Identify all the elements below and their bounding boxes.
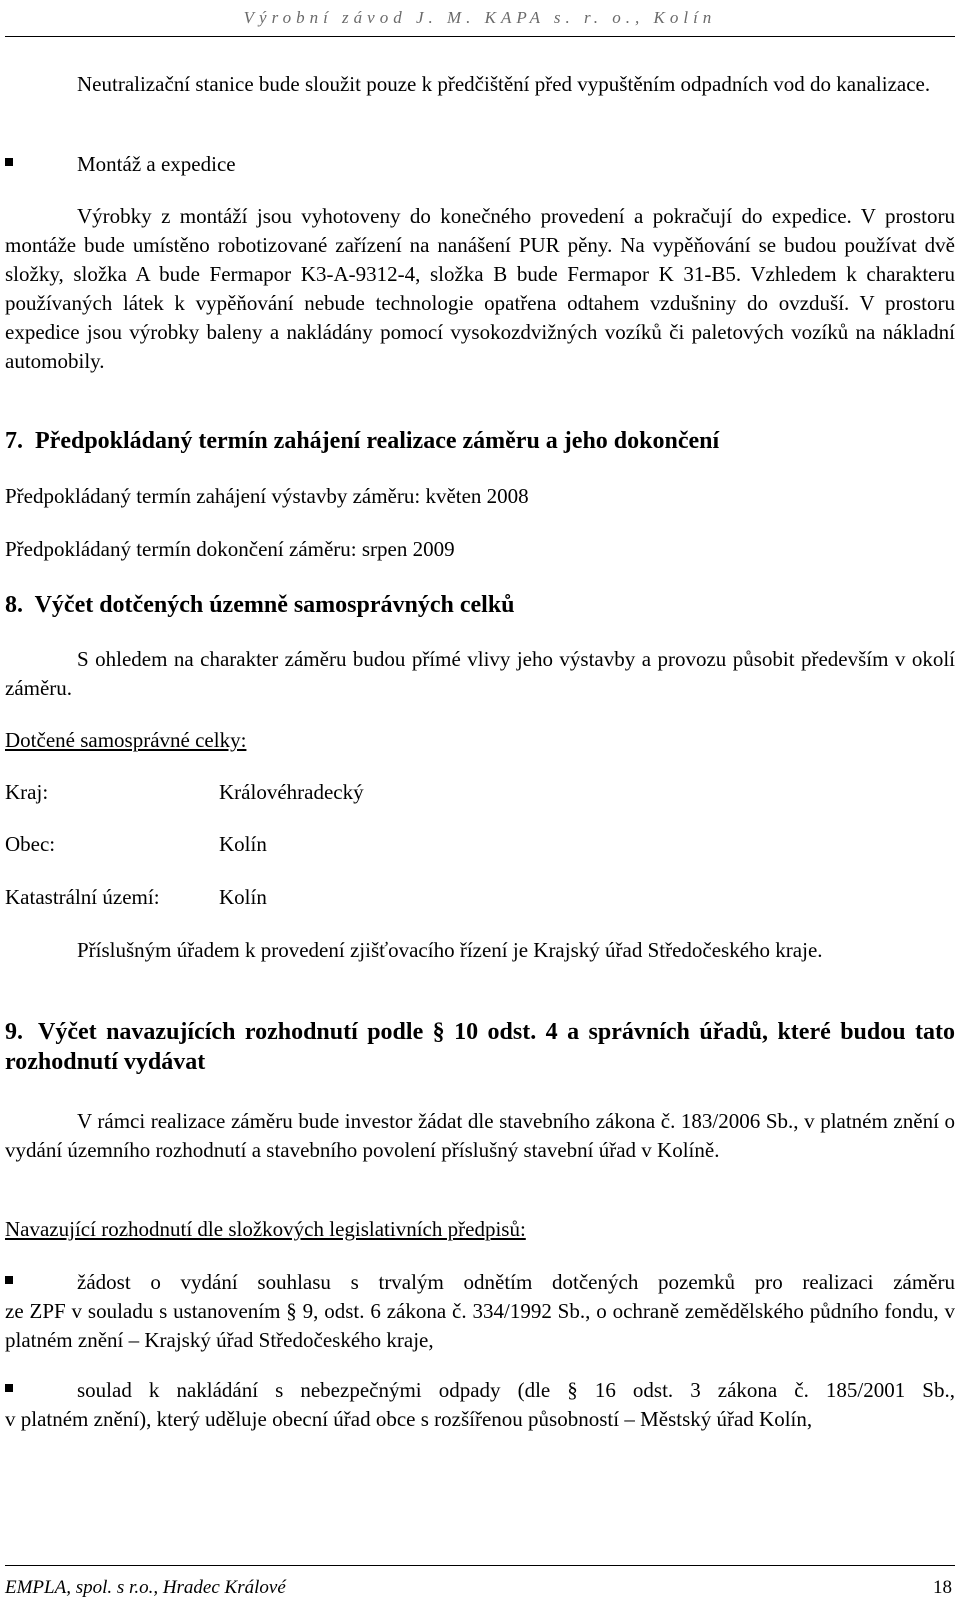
section-7-number: 7. [5,428,23,454]
footer-company: EMPLA, spol. s r.o., Hradec Králové [5,1577,286,1598]
row-obec-value: Kolín [219,832,267,856]
list-item-2-rest: v platném znění), který uděluje obecní úřad obce s rozšířenou působností – Městský úřad Kolín, [5,1407,813,1431]
section-9-title: Výčet navazujících rozhodnutí podle § 10 odst. 4 a správních úřadů, které budou tato rozhodnutí vydávat [5,1019,955,1075]
row-katastr-value: Kolín [219,885,267,909]
section-8-number: 8. [5,592,23,618]
section-8-heading [5,590,955,620]
section-9-paragraph: V rámci realizace záměru bude investor žádat dle stavebního zákona č. 183/2006 Sb., v platném znění o vydání územního rozhodnutí a stavebního povolení příslušný stavební úřad v Kolíně. [5,1109,955,1162]
list-item-1-rest: ze ZPF v souladu s ustanovením § 9, odst. 6 zákona č. 334/1992 Sb., o ochraně zemědělského půdního fondu, v platném znění – Krajský úřad Středočeského kraje, [5,1299,955,1352]
list-heading-text: Navazující rozhodnutí dle složkových legislativních předpisů: [5,1217,526,1241]
list-item-1-first-text: žádost o vydání souhlasu s trvalým odnětím dotčených pozemků pro realizaci záměru [77,1270,955,1294]
row-obec-label: Obec: [5,832,56,856]
header-divider [5,36,955,37]
page-number: 18 [933,1577,952,1598]
bullet-square-icon [5,1276,13,1284]
section-7-heading [5,426,955,456]
units-heading-text: Dotčené samosprávné celky: [5,728,247,752]
intro-paragraph: Neutralizační stanice bude sloužit pouze k předčištění před vypuštěním odpadních vod do kanalizace. [77,72,931,96]
header-company: Výrobní závod J. M. KAPA s. r. o., Kolín [243,8,717,27]
row-kraj [0,778,960,807]
row-kraj-label: Kraj: [5,780,49,804]
section-9-number: 9. [5,1019,23,1045]
section-8-paragraph: S ohledem na charakter záměru budou přímé vlivy jeho výstavby a provozu působit především v okolí záměru. [5,647,955,700]
list-item-2-first-text: soulad k nakládání s nebezpečnými odpady (dle § 16 odst. 3 zákona č. 185/2001 Sb., [77,1378,955,1402]
list-heading [5,1215,955,1244]
authority-paragraph: Příslušným úřadem k provedení zjišťovacího řízení je Krajský úřad Středočeského kraje. [77,938,823,962]
section-7-title: Předpokládaný termín zahájení realizace záměru a jeho dokončení [35,428,720,454]
page-header [0,0,960,46]
page-footer [0,1565,960,1617]
section-9-heading [5,1017,955,1077]
row-kraj-value: Královéhradecký [219,780,364,804]
bullet-square-icon [5,1384,13,1392]
end-date-line: Předpokládaný termín dokončení záměru: srpen 2009 [5,537,455,561]
footer-divider [5,1565,955,1566]
row-katastr [0,883,960,912]
units-heading [5,726,955,755]
start-date-line: Předpokládaný termín zahájení výstavby záměru: květen 2008 [5,484,529,508]
montaz-paragraph: Výrobky z montáží jsou vyhotoveny do konečného provedení a pokračují do expedice. V prostoru montáže bude umístěno robotizované zařízení na nanášení PUR pěny. Na vypěňování se budou používat dvě složky, složka A bude Fermapor K3-A-9312-4, složka B bude Fermapor K 31-B5. Vzhledem k charakteru používaných látek k vypěňování nebude technologie opatřena odtahem vzdušniny do ovzduší. V prostoru expedice jsou výrobky baleny a nakládány pomocí vysokozdvižných vozíků či paletových vozíků na nákladní automobily. [5,204,955,373]
row-obec [0,830,960,859]
section-8-title: Výčet dotčených územně samosprávných celků [34,592,515,618]
row-katastr-label: Katastrální území: [5,885,160,909]
bullet-square-icon [5,158,13,166]
bullet-montaz-label: Montáž a expedice [77,152,236,176]
